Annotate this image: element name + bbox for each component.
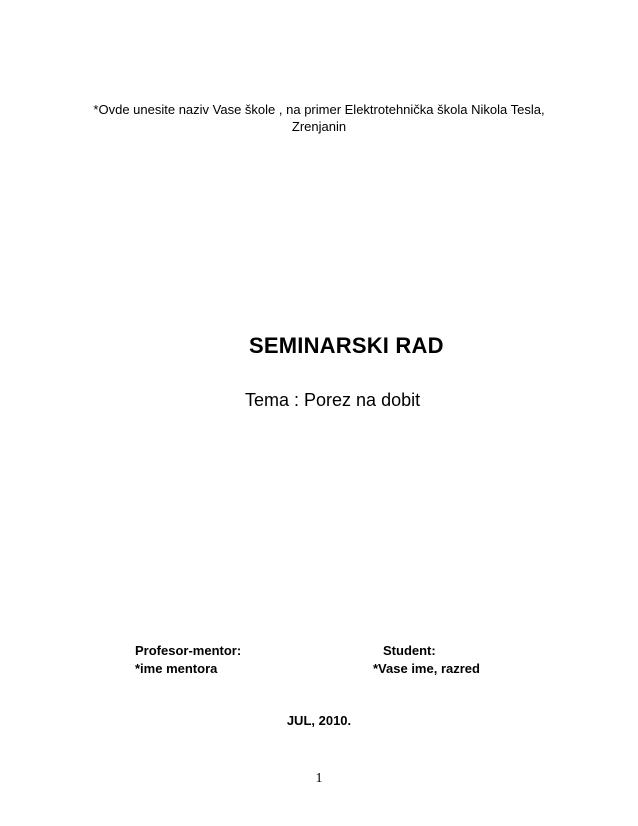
- mentor-label: Profesor-mentor:: [135, 643, 242, 658]
- mentor-block: [135, 642, 241, 678]
- student-label: Student:: [383, 643, 436, 658]
- page-number: 1: [315, 771, 323, 786]
- school-name-line-2: Zrenjanin: [291, 119, 347, 134]
- school-name: [0, 101, 638, 135]
- document-title: SEMINARSKI RAD: [249, 333, 444, 358]
- student-block: [373, 642, 480, 678]
- student-name: *Vase ime, razred: [373, 661, 480, 676]
- document-topic: Tema : Porez na dobit: [245, 390, 421, 410]
- document-date: JUL, 2010.: [286, 713, 352, 728]
- mentor-name: *ime mentora: [135, 661, 218, 676]
- school-name-line-1: *Ovde unesite naziv Vase škole , na primer Elektrotehnička škola Nikola Tesla,: [93, 102, 545, 117]
